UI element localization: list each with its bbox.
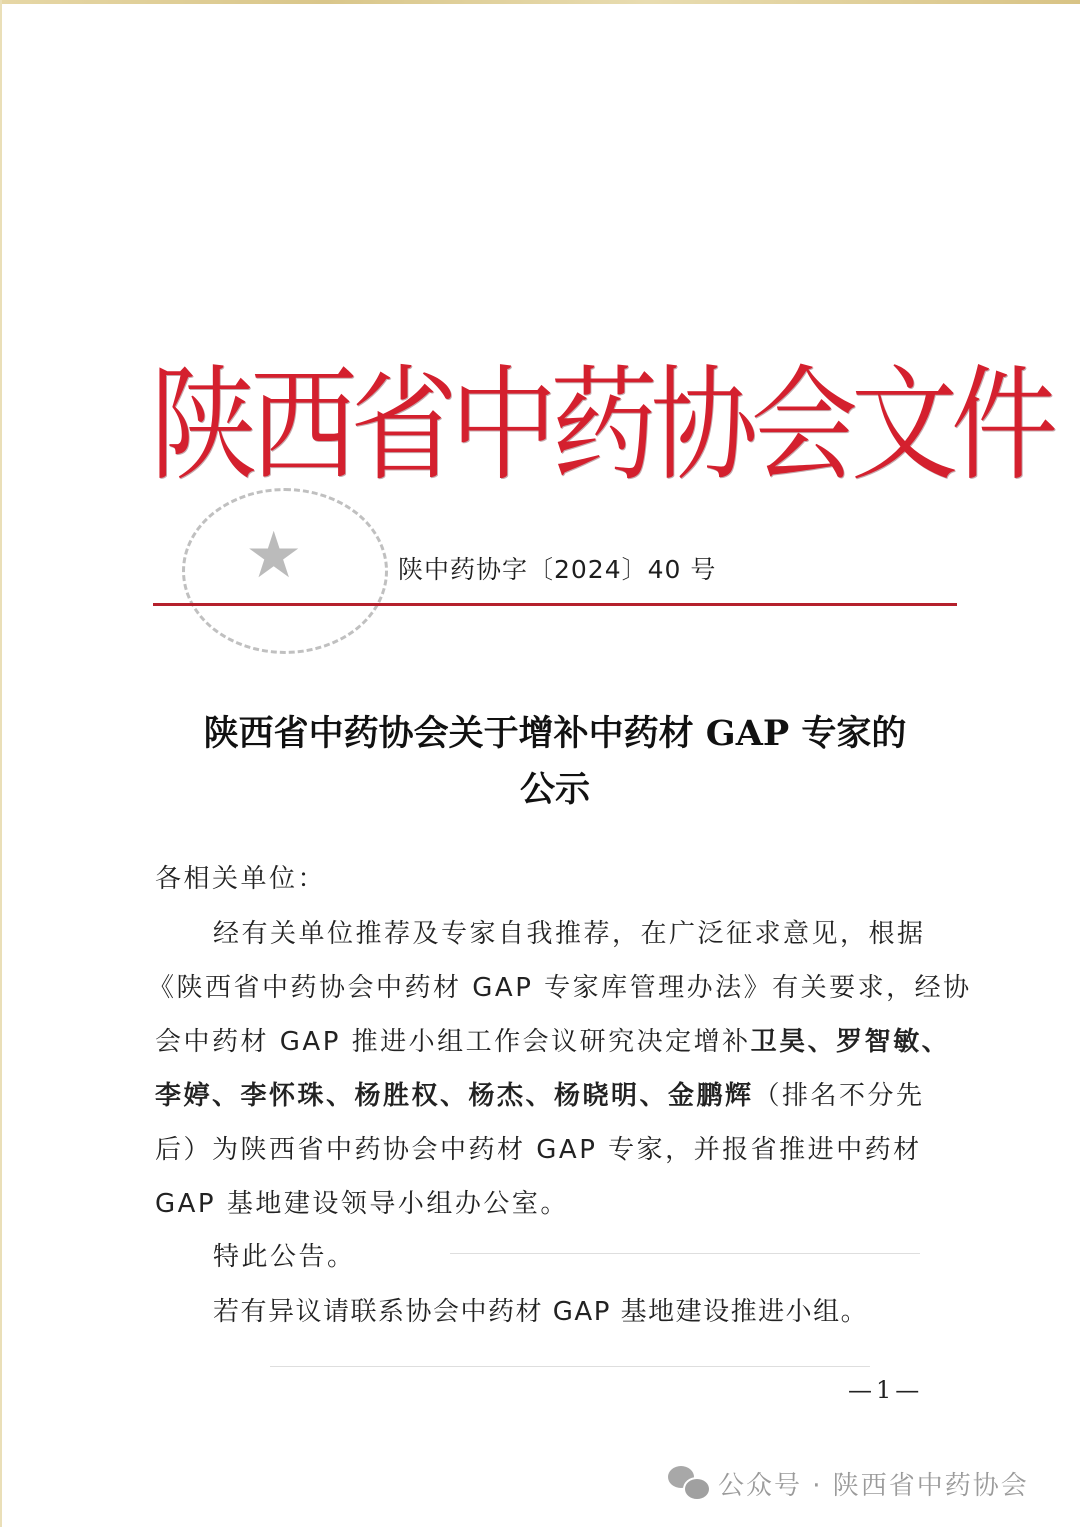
closing-line: 特此公告。 (213, 1242, 356, 1272)
page-edge-left (0, 0, 2, 1527)
paragraph-line-3 (155, 1021, 960, 1058)
paragraph-line-1: 经有关单位推荐及专家自我推荐，在广泛征求意见，根据 (213, 919, 926, 949)
document-number: 陕中药协字〔2024〕40 号 (398, 555, 717, 584)
expert-names-part-2: 李婷、李怀珠、杨胜权、杨杰、杨晓明、金鹏辉 (155, 1081, 754, 1111)
paragraph-line-6: GAP 基地建设领导小组办公室。 (155, 1189, 569, 1219)
salutation: 各相关单位： (155, 864, 327, 894)
star-seal-icon: ★ (245, 519, 303, 593)
wechat-watermark (668, 1463, 1029, 1503)
page-edge (0, 0, 1080, 4)
paragraph-line-3-text: 会中药材 GAP 推进小组工作会议研究决定增补 (155, 1027, 751, 1057)
ranking-note: （排名不分先 (753, 1081, 925, 1111)
paragraph-line-4 (155, 1075, 960, 1112)
red-divider (153, 603, 957, 606)
title-line-2: 公示 (519, 769, 590, 810)
paragraph-line-2: 《陕西省中药协会中药材 GAP 专家库管理办法》有关要求，经协 (148, 973, 972, 1003)
expert-names-part-1: 卫昊、罗智敏、 (750, 1027, 951, 1057)
wechat-icon (668, 1466, 710, 1500)
document-title (150, 706, 960, 818)
title-line-1: 陕西省中药协会关于增补中药材 GAP 专家的 (203, 713, 907, 754)
contact-line: 若有异议请联系协会中药材 GAP 基地建设推进小组。 (213, 1297, 869, 1327)
scan-artifact (270, 1366, 870, 1367)
document-masthead: 陕西省中药协会文件 (150, 352, 1051, 498)
official-seal (182, 488, 388, 654)
watermark-text: 公众号 · 陕西省中药协会 (718, 1470, 1029, 1501)
page-number: —1— (848, 1376, 924, 1404)
paragraph-line-5: 后）为陕西省中药协会中药材 GAP 专家，并报省推进中药材 (155, 1135, 922, 1165)
